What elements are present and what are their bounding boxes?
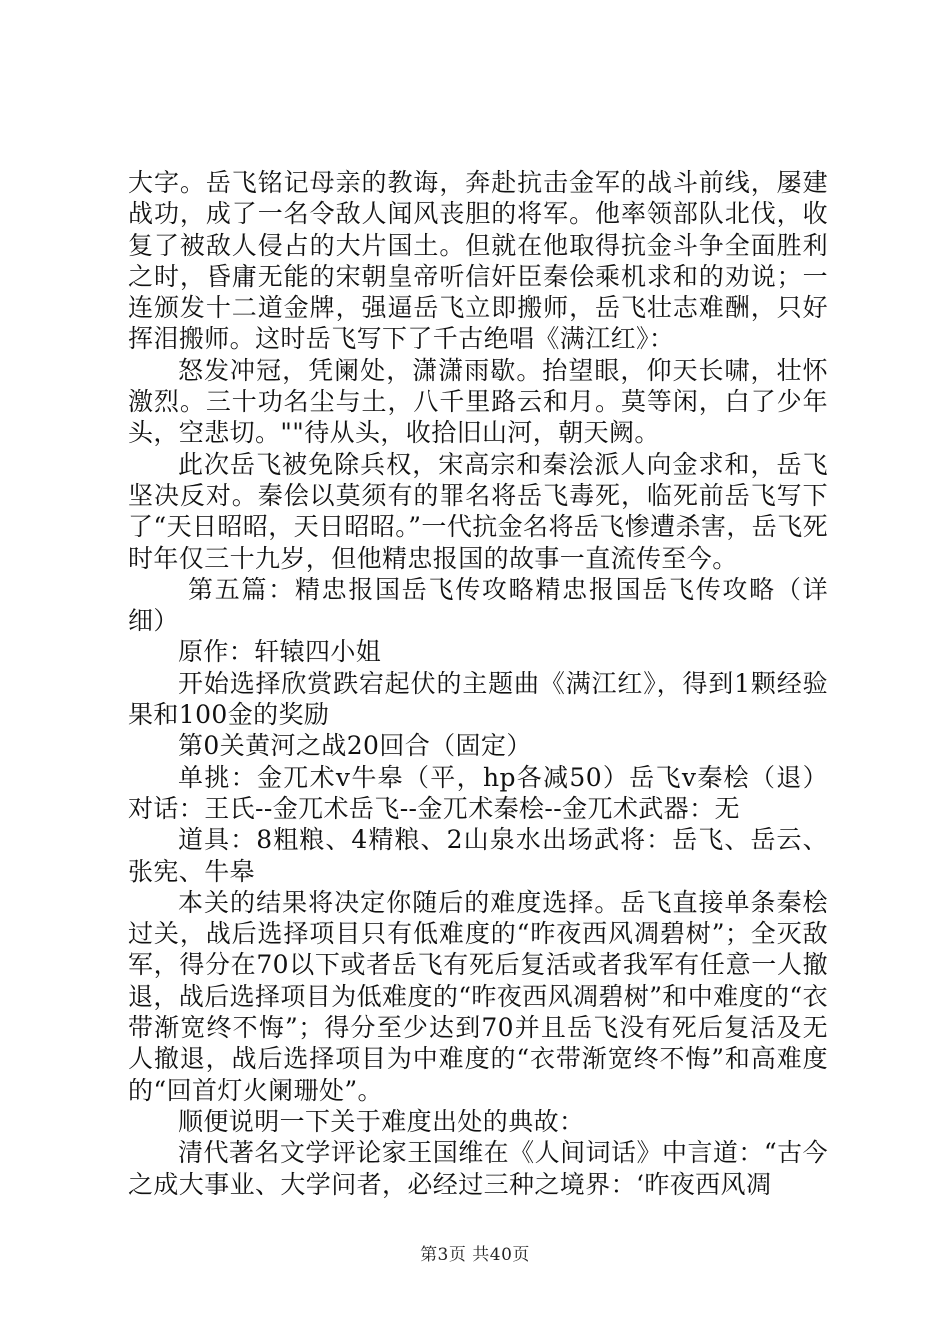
- document-body: [128, 167, 828, 1200]
- paragraph-duel-dialogue: 单挑：金兀术v牛皋（平，hp各减50）岳飞v秦桧（退）对话：王氏--金兀术岳飞--金兀术秦桧--金兀术武器：无: [128, 762, 828, 823]
- paragraph-difficulty-origin: 顺便说明一下关于难度出处的典故：: [178, 1106, 585, 1136]
- paragraph-yuefei-biography: 大字。岳飞铭记母亲的教诲，奔赴抗击金军的战斗前线，屡建战功，成了一名令敌人闻风丧胆的将军。他率领部队北伐，收复了被敌人侵占的大片国土。但就在他取得抗金斗争全面胜利之时，昏庸无能的宋朝皇帝听信奸臣秦侩乘机求和的劝说；一连颁发十二道金牌，强逼岳飞立即搬师，岳飞壮志难酬，只好挥泪搬师。这时岳飞写下了千古绝唱《满江红》：: [128, 168, 828, 354]
- paragraph-wang-guowei: 清代著名文学评论家王国维在《人间词话》中言道：“古今之成大事业、大学问者，必经过三种之境界：‘昨夜西风凋: [128, 1138, 828, 1199]
- page-footer: 第3页 共40页: [420, 1245, 530, 1265]
- paragraph-author: 原作：轩辕四小姐: [178, 637, 382, 667]
- paragraph-yuefei-death: 此次岳飞被免除兵权，宋高宗和秦浍派人向金求和，岳飞坚决反对。秦侩以莫须有的罪名将岳飞毒死，临死前岳飞写下了“天日昭昭，天日昭昭。”一代抗金名将岳飞惨遭杀害，岳飞死时年仅三十九岁，但他精忠报国的故事一直流传至今。: [128, 449, 828, 573]
- paragraph-difficulty-result: 本关的结果将决定你随后的难度选择。岳飞直接单条秦桧过关，战后选择项目只有低难度的“昨夜西风凋碧树”；全灭敌军，得分在70以下或者岳飞有死后复活或者我军有任意一人撤退，战后选择项目为低难度的“昨夜西风凋碧树”和中难度的“衣带渐宽终不悔”；得分至少达到70并且岳飞没有死后复活及无人撤退，战后选择项目为中难度的“衣带渐宽终不悔”和高难度的“回首灯火阑珊处”。: [128, 887, 828, 1105]
- paragraph-level-title: 第0关黄河之战20回合（固定）: [178, 731, 532, 761]
- paragraph-items-generals: 道具：8粗粮、4精粮、2山泉水出场武将：岳飞、岳云、张宪、牛皋: [128, 825, 828, 886]
- section-heading: 第五篇：精忠报国岳飞传攻略精忠报国岳飞传攻略（详细）: [128, 574, 828, 636]
- paragraph-manjianghong-poem: 怒发冲冠，凭阑处，潇潇雨歇。抬望眼，仰天长啸，壮怀激烈。三十功名尘与土，八千里路云和月。莫等闲，白了少年头，空悲切。""待从头，收拾旧山河，朝天阙。: [128, 355, 828, 448]
- paragraph-opening-reward: 开始选择欣赏跌宕起伏的主题曲《满江红》，得到1颗经验果和100金的奖励: [128, 668, 828, 730]
